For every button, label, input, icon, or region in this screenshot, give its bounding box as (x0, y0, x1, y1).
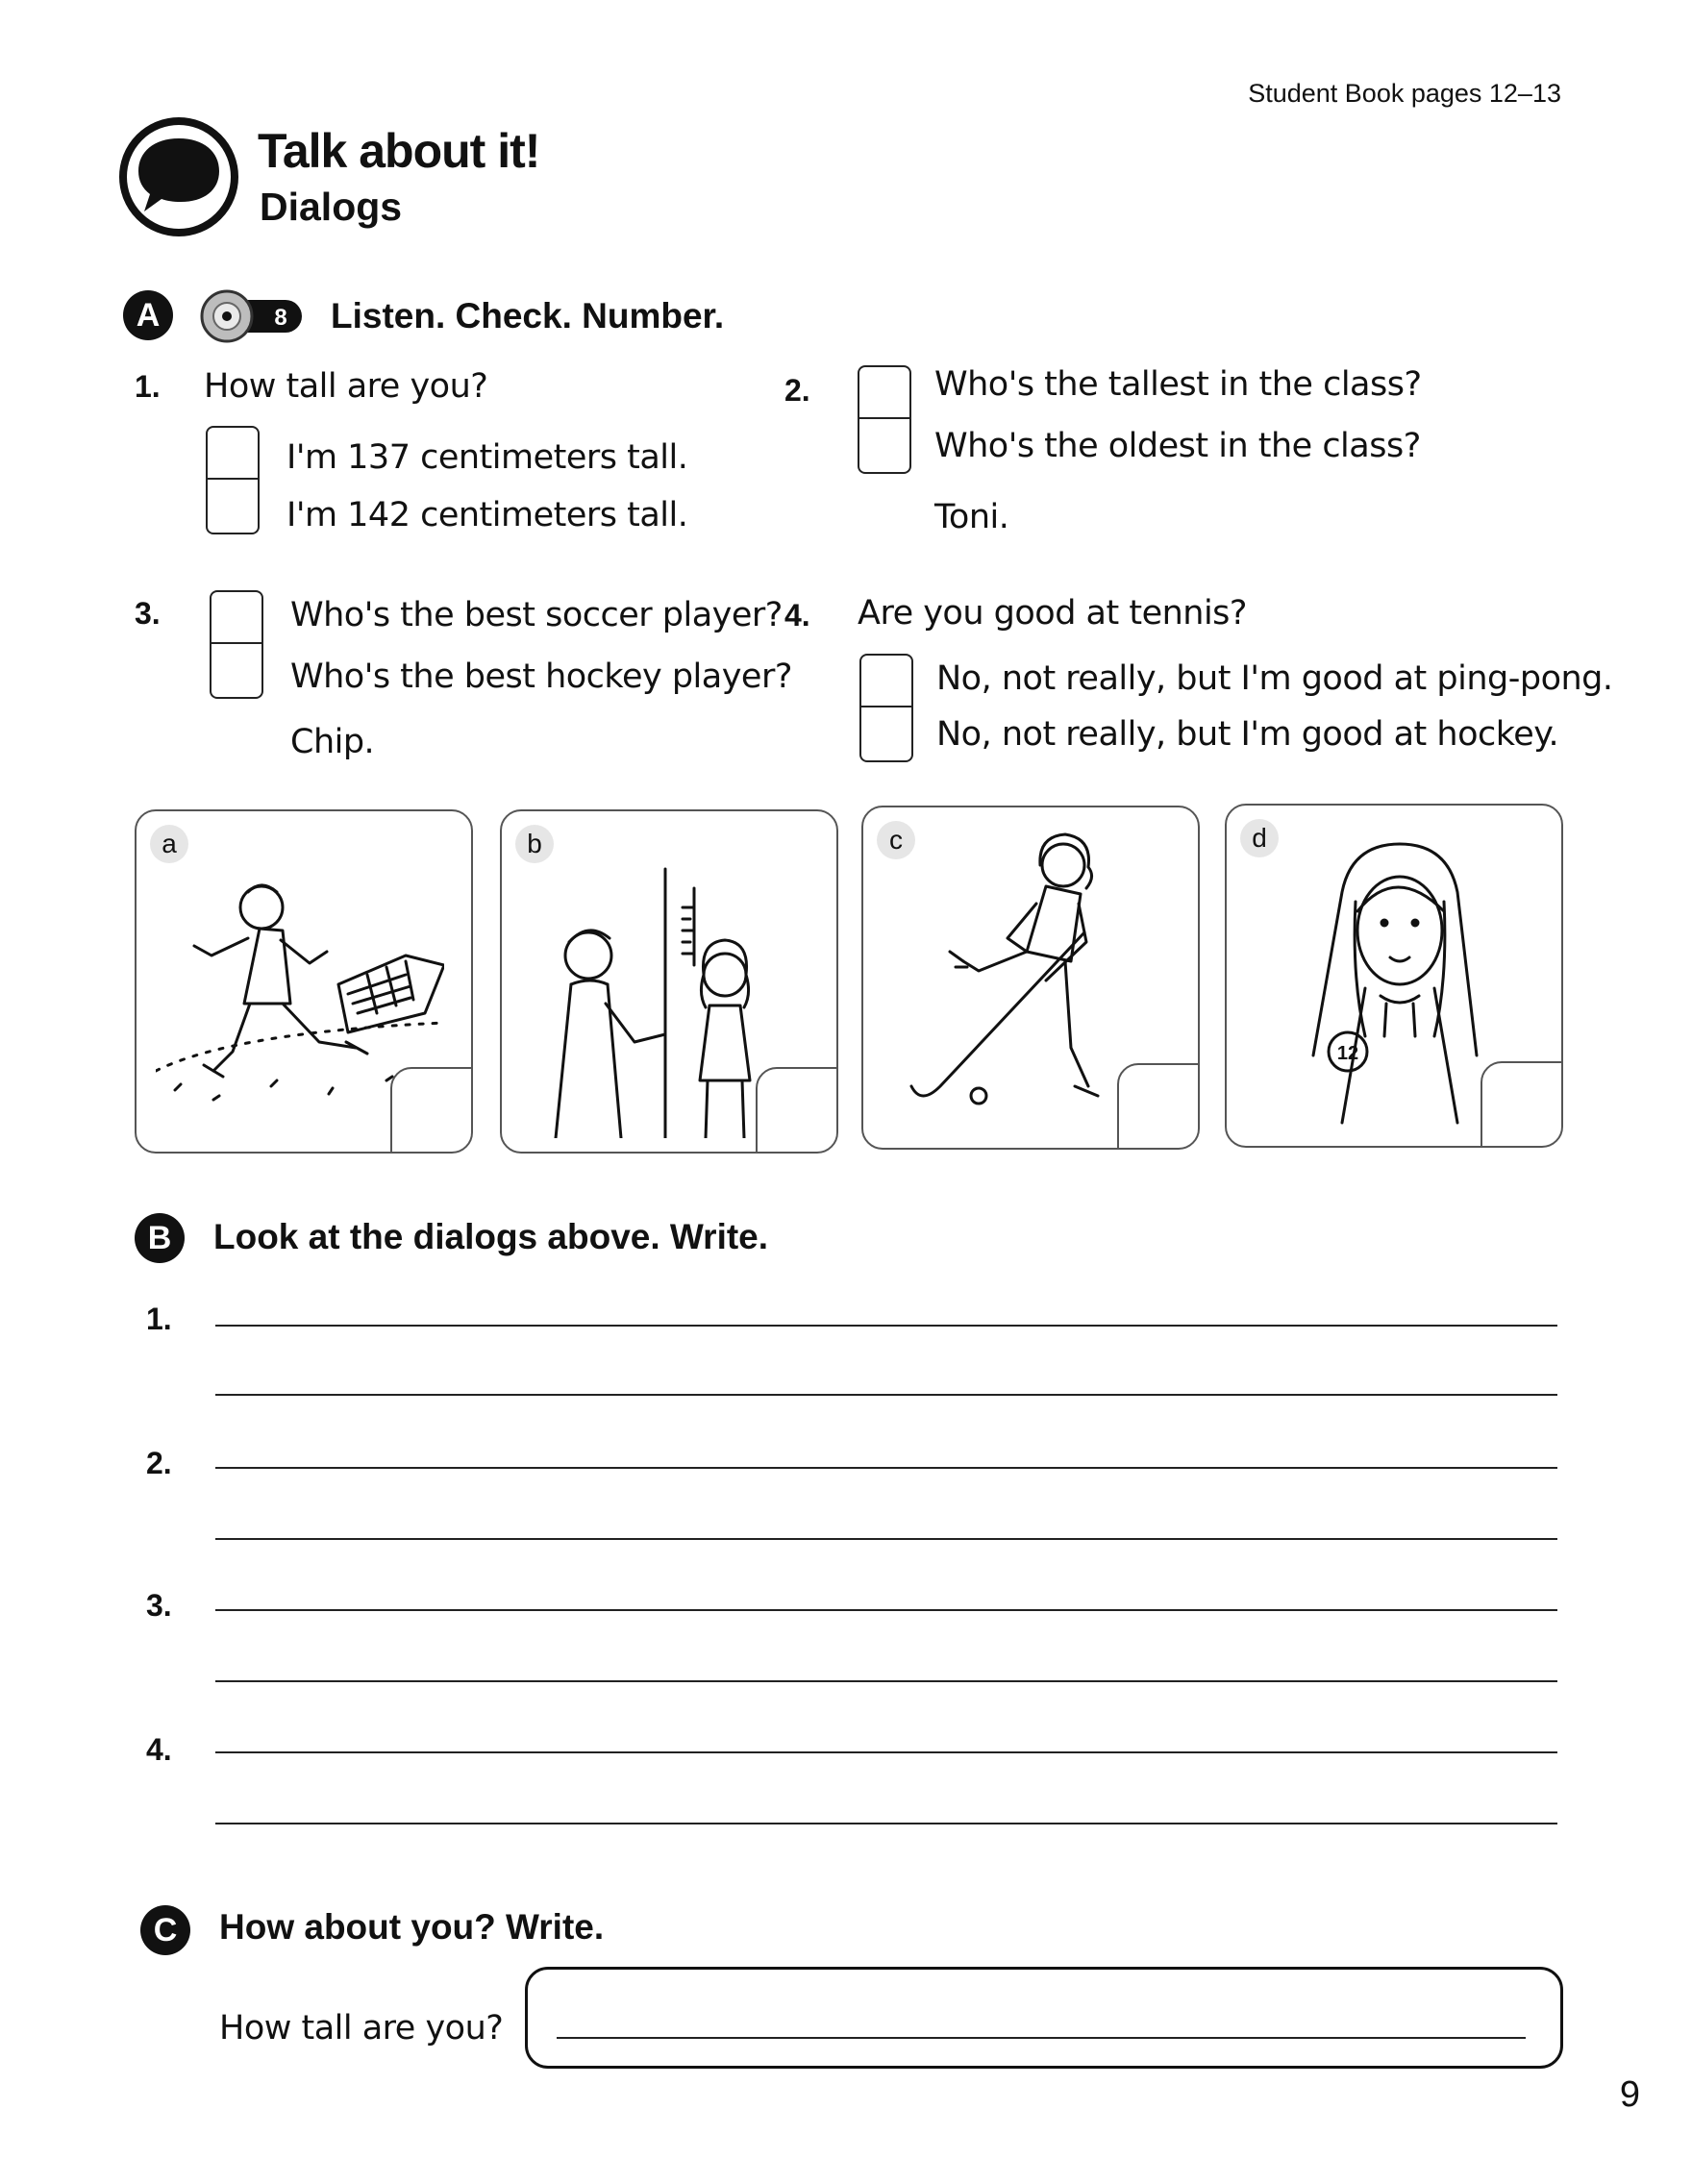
write-line-2b[interactable] (215, 1538, 1557, 1540)
item-4-checkbox-1[interactable] (859, 654, 913, 707)
picture-b-label: b (515, 825, 554, 863)
item-2-checkbox-1[interactable] (858, 365, 911, 419)
girl-with-badge-illustration (1275, 834, 1515, 1132)
page-title: Talk about it! (258, 124, 540, 178)
item-2-option-2: Who's the oldest in the class? (934, 427, 1421, 465)
item-1-option-2: I'm 142 centimeters tall. (286, 496, 688, 534)
section-c-prompt: How tall are you? (219, 2009, 504, 2048)
item-2-answer: Toni. (934, 498, 1009, 536)
section-a-instruction: Listen. Check. Number. (331, 296, 725, 335)
item-4-option-1: No, not really, but I'm good at ping-pong. (936, 659, 1613, 698)
write-line-4a[interactable] (215, 1751, 1557, 1753)
picture-d (1225, 804, 1563, 1148)
item-3-checkbox-2[interactable] (210, 644, 263, 699)
item-3-number: 3. (135, 596, 161, 631)
picture-d-label: d (1240, 819, 1279, 857)
picture-b-answer-box[interactable] (756, 1067, 838, 1154)
section-a-badge: A (123, 290, 173, 340)
write-line-1a[interactable] (215, 1325, 1557, 1327)
item-1-number: 1. (135, 369, 161, 404)
section-c-answer-box[interactable] (525, 1967, 1563, 2069)
item-3-checkbox-1[interactable] (210, 590, 263, 644)
picture-a-label: a (150, 825, 188, 863)
picture-a-answer-box[interactable] (390, 1067, 473, 1154)
item-4-option-2: No, not really, but I'm good at hockey. (936, 715, 1559, 754)
item-3-option-1: Who's the best soccer player? (290, 596, 783, 634)
item-1-option-1: I'm 137 centimeters tall. (286, 438, 688, 477)
picture-a (135, 809, 473, 1154)
write-line-2a[interactable] (215, 1467, 1557, 1469)
write-line-number-1: 1. (146, 1302, 172, 1336)
picture-c (861, 806, 1200, 1150)
write-line-number-3: 3. (146, 1588, 172, 1623)
item-3-option-2: Who's the best hockey player? (290, 658, 792, 696)
item-1-checkbox-1[interactable] (206, 426, 260, 480)
track-number: 8 (274, 305, 287, 331)
page-reference: Student Book pages 12–13 (1248, 79, 1561, 108)
section-c-badge: C (140, 1905, 190, 1955)
section-b-badge: B (135, 1213, 185, 1263)
picture-b (500, 809, 838, 1154)
section-c-answer-line[interactable] (557, 2037, 1526, 2039)
badge-number: 12 (1336, 1043, 1359, 1064)
page-number: 9 (1619, 2074, 1640, 2115)
section-b-instruction: Look at the dialogs above. Write. (213, 1217, 769, 1256)
write-line-3b[interactable] (215, 1680, 1557, 1682)
page-subtitle: Dialogs (260, 185, 403, 229)
item-4-number: 4. (784, 598, 810, 633)
write-line-number-2: 2. (146, 1446, 172, 1480)
write-line-4b[interactable] (215, 1823, 1557, 1824)
write-line-3a[interactable] (215, 1609, 1557, 1611)
speech-bubble-icon (117, 115, 240, 238)
item-4-question: Are you good at tennis? (858, 594, 1247, 633)
item-1-question: How tall are you? (204, 367, 488, 406)
write-line-number-4: 4. (146, 1732, 172, 1767)
section-c-instruction: How about you? Write. (219, 1907, 605, 1947)
item-2-number: 2. (784, 373, 810, 408)
item-2-checkbox-2[interactable] (858, 419, 911, 474)
picture-c-label: c (877, 821, 915, 859)
item-3-answer: Chip. (290, 723, 375, 761)
item-2-option-1: Who's the tallest in the class? (934, 365, 1422, 404)
item-1-checkbox-2[interactable] (206, 480, 260, 534)
write-line-1b[interactable] (215, 1394, 1557, 1396)
item-4-checkbox-2[interactable] (859, 707, 913, 762)
picture-d-answer-box[interactable] (1480, 1061, 1563, 1148)
picture-c-answer-box[interactable] (1117, 1063, 1200, 1150)
audio-cd-icon (198, 288, 306, 344)
